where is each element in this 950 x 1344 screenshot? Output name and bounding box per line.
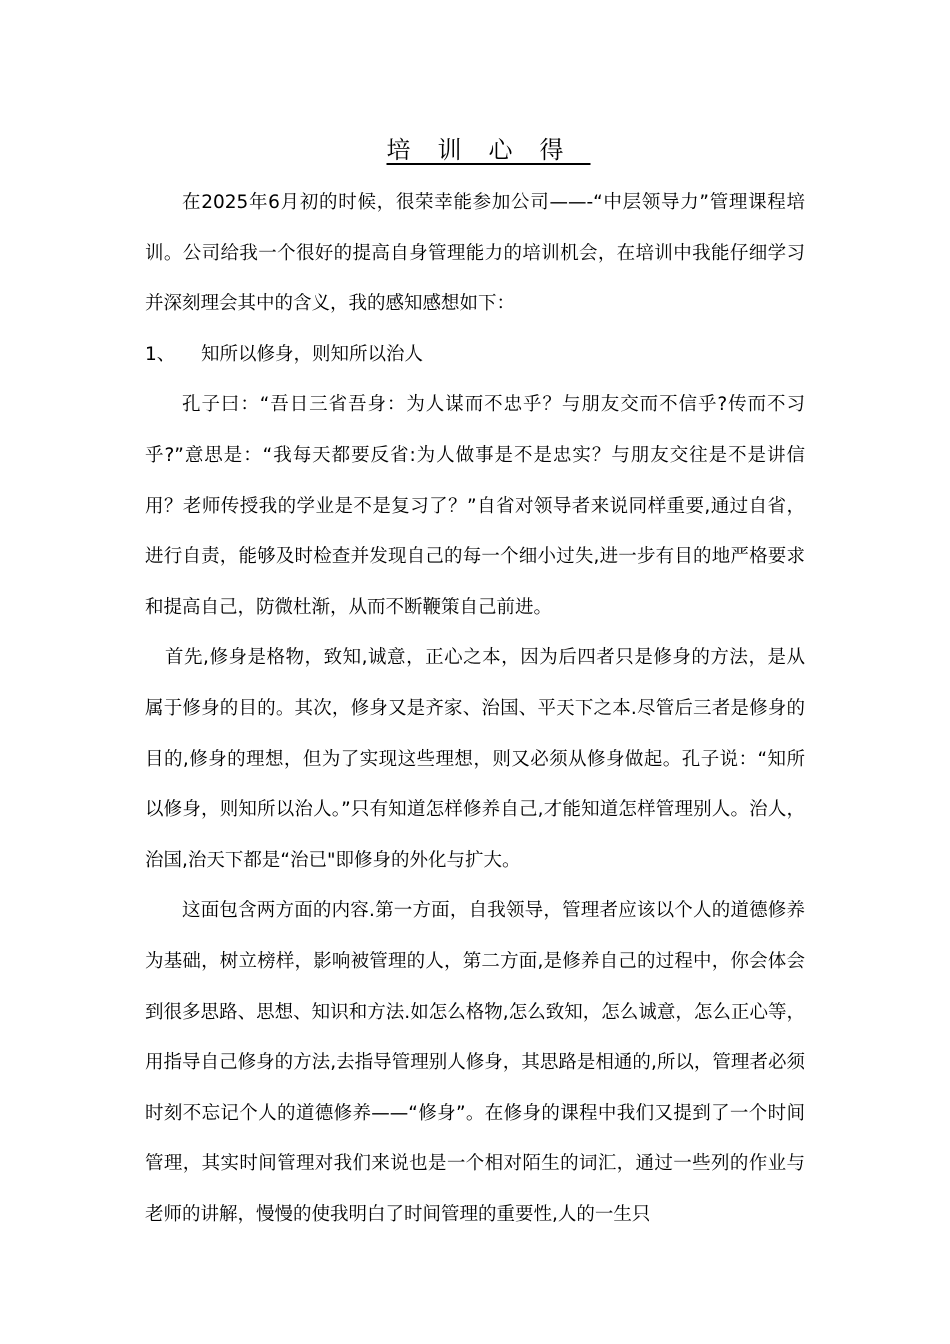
section-heading-text: 知所以修身，则知所以治人: [201, 343, 424, 365]
title-text: 培训心得: [386, 136, 591, 164]
section-heading-1: [145, 330, 805, 381]
paragraph-two-aspects: 这面包含两方面的内容.第一方面，自我领导，管理者应该以个人的道德修养为基础，树立榜样，影响被管理的人，第二方面,是修养自己的过程中，你会体会到很多思路、思想、知识和方法.如怎么格物,怎么致知，怎么诚意，怎么正心等，用指导自己修身的方法,去指导管理别人修身，其思路是相通的,所以，管理者必须时刻不忘记个人的道德修养——“修身”。在修身的课程中我们又提到了一个时间管理，其实时间管理对我们来说也是一个相对陌生的词汇，通过一些列的作业与老师的讲解，慢慢的使我明白了时间管理的重要性,人的一生只: [145, 900, 805, 1225]
paragraph-self-cultivation: 首先,修身是格物，致知,诚意，正心之本，因为后四者只是修身的方法，是从属于修身的目的。其次，修身又是齐家、治国、平天下之本.尽管后三者是修身的目的,修身的理想，但为了实现这些理想，则又必须从修身做起。孔子说：“知所以修身，则知所以治人。”只有知道怎样修养自己,才能知道怎样管理别人。治人，治国,治天下都是“治已"即修身的外化与扩大。: [145, 647, 805, 871]
section-number: 1、: [145, 343, 176, 365]
paragraph-confucius: 孔子曰：“吾日三省吾身：为人谋而不忠乎？与朋友交而不信乎?传而不习乎?”意思是：“我每天都要反省:为人做事是不是忠实？与朋友交往是不是讲信用？老师传授我的学业是不是复习了？”自省对领导者来说同样重要,通过自省，进行自责，能够及时检查并发现自己的每一个细小过失,进一步有目的地严格要求和提高自己，防微杜渐，从而不断鞭策自己前进。: [145, 394, 805, 618]
document-title: [0, 132, 950, 168]
document-body: [145, 178, 805, 1240]
paragraph-intro: 在2025年6月初的时候，很荣幸能参加公司——-“中层领导力”管理课程培训。公司给我一个很好的提高自身管理能力的培训机会，在培训中我能仔细学习并深刻理会其中的含义，我的感知感想如下：: [145, 192, 805, 315]
